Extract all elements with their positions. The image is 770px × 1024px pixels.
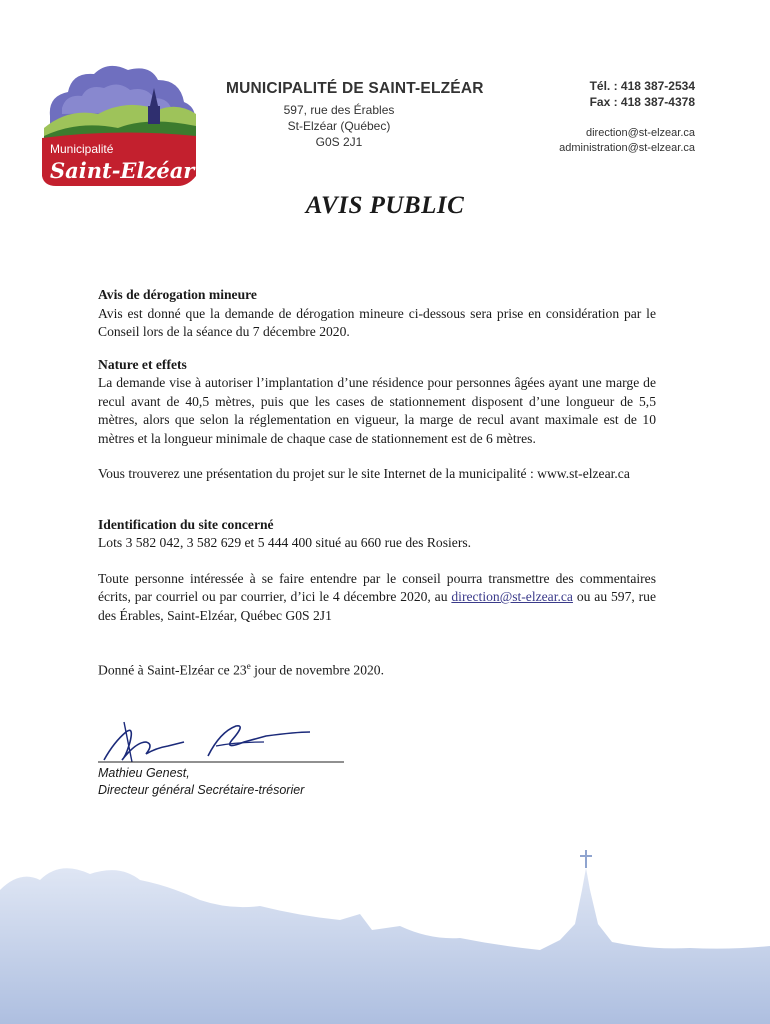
signer-position: Directeur général Secrétaire-trésorier [98,783,305,797]
address-line2: St-Elzéar (Québec) [287,119,391,133]
derogation-heading: Avis de dérogation mineure [98,287,257,302]
section-nature [98,356,656,449]
section-derogation [98,286,656,342]
derogation-text: Avis est donné que la demande de dérogation mineure ci-dessous sera prise en considération par le Conseil lors de la séance du 7 décembre 2020. [98,305,656,339]
signer-block [98,765,304,799]
header-contact [559,78,695,156]
logo-line1: Municipalité [50,142,114,156]
footer-skyline-decoration [0,850,770,1024]
header-organization [224,80,524,150]
site-heading: Identification du site concerné [98,516,274,532]
given-superscript: e [246,661,251,671]
nature-text: La demande vise à autoriser l’implantation d’une résidence pour personnes âgées ayant une marge de recul avant de 40,5 mètres, puis que les cases de stationnement disposent d’une longueur de 5,5 mètres, alors que selon la réglementation en vigueur, la marge de recul avant maximale est de 10 mètres et la longueur minimale de chaque case de stationnement est de 6 mètres. [98,375,656,446]
org-name: MUNICIPALITÉ DE SAINT-ELZÉAR [226,80,484,97]
given-after: jour de novembre 2020. [250,662,384,678]
notice-body [98,286,656,680]
postal-code: G0S 2J1 [315,135,363,149]
given-date [98,657,656,680]
given-before: Donné à Saint-Elzéar ce 23 [98,662,247,678]
comments-text-after: ou au 597, rue des Érables, Saint-Elzéar, Québec G0S 2J1 [98,589,656,623]
comments-email-link[interactable]: direction@st-elzear.ca [451,589,573,604]
page-title: AVIS PUBLIC [305,192,465,219]
email-administration: administration@st-elzear.ca [559,142,695,154]
cross-icon [714,900,718,940]
phone-number: Tél. : 418 387-2534 [589,79,695,93]
signer-name: Mathieu Genest, [98,766,190,780]
email-direction: direction@st-elzear.ca [586,127,695,139]
logo-line2: Saint-Elzéar [50,158,195,183]
comments-paragraph [98,570,656,626]
website-text: Vous trouverez une présentation du projet sur le site Internet de la municipalité : www.st-elzear.ca [98,466,630,481]
site-text: Lots 3 582 042, 3 582 629 et 5 444 400 situé au 660 rue des Rosiers. [98,535,472,550]
address-line1: 597, rue des Érables [283,103,395,117]
comments-text-before: Toute personne intéressée à se faire entendre par le conseil pourra transmettre des commentaires écrits, par courriel ou par courrier, d’ici le 4 décembre 2020, au [98,570,656,604]
fax-number: Fax : 418 387-4378 [589,95,695,109]
org-address [224,102,454,150]
section-site [98,516,656,553]
municipal-logo [38,58,200,190]
handwritten-signature [96,712,356,768]
nature-heading: Nature et effets [98,356,187,372]
